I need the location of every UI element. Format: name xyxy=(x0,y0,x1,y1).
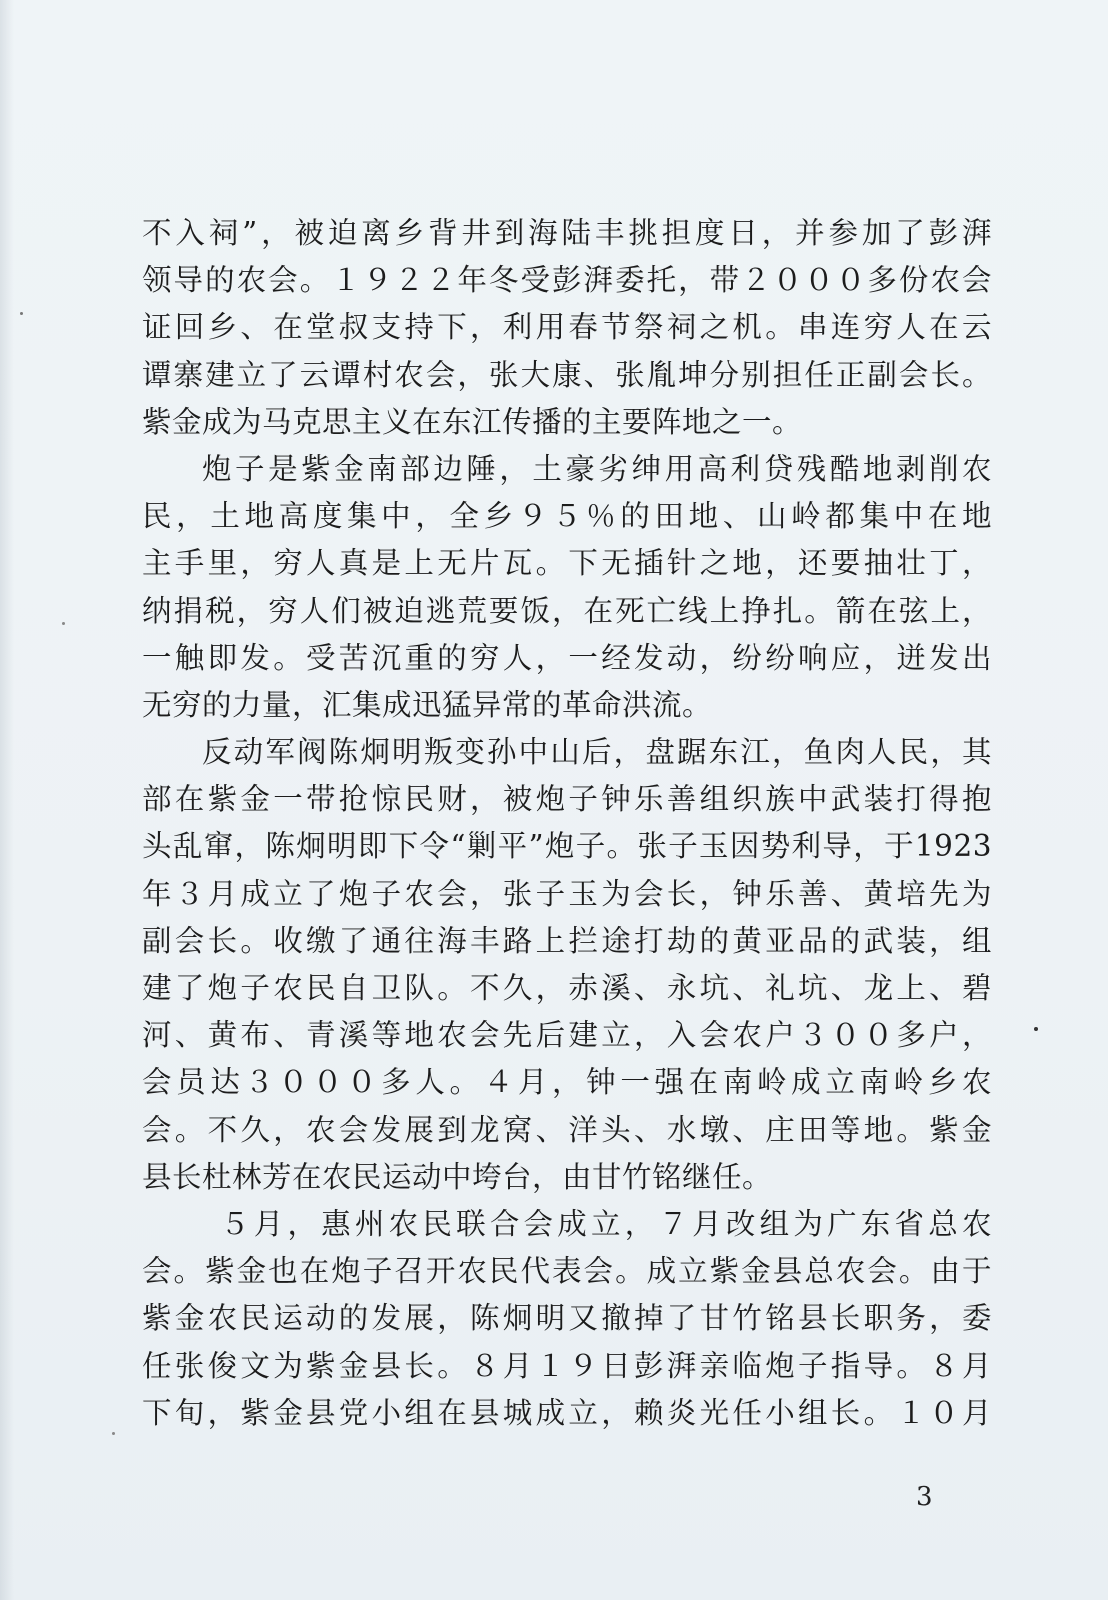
page-number: 3 xyxy=(916,1482,933,1512)
text-line: 谭寨建立了云谭村农会，张大康、张胤坤分别担任正副会长。 xyxy=(142,357,992,392)
page-edge-shadow xyxy=(0,0,14,1600)
text-line: 会。紫金也在炮子召开农民代表会。成立紫金县总农会。由于 xyxy=(142,1254,992,1289)
text-line: 主手里，穷人真是上无片瓦。下无插针之地，还要抽壮丁， xyxy=(142,546,992,581)
text-line: 会员达３０００多人。４月，钟一强在南岭成立南岭乡农 xyxy=(142,1065,992,1100)
scan-speck xyxy=(20,312,23,315)
text-line: 炮子是紫金南部边陲，土豪劣绅用高利贷残酷地剥削农 xyxy=(202,451,992,486)
text-line: ５月，惠州农民联合会成立，７月改组为广东省总农 xyxy=(220,1206,992,1241)
text-line: 无穷的力量，汇集成迅猛异常的革命洪流。 xyxy=(142,687,713,722)
text-line: 年３月成立了炮子农会，张子玉为会长，钟乐善、黄培先为 xyxy=(142,876,992,911)
text-line: 县长杜林芳在农民运动中垮台，由甘竹铭继任。 xyxy=(142,1159,773,1194)
text-line: 副会长。收缴了通往海丰路上拦途打劫的黄亚品的武装，组 xyxy=(142,923,992,958)
text-line: 领导的农会。１９２２年冬受彭湃委托，带２０００多份农会 xyxy=(142,263,992,298)
text-line: 建了炮子农民自卫队。不久，赤溪、永坑、礼坑、龙上、碧 xyxy=(142,971,992,1005)
text-line: 部在紫金一带抢惊民财，被炮子钟乐善组织族中武装打得抱 xyxy=(142,782,992,817)
text-line: 下旬，紫金县党小组在县城成立，赖炎光任小组长。１０月 xyxy=(142,1395,992,1430)
scan-speck xyxy=(1034,1027,1038,1031)
text-line: 不入祠”，被迫离乡背井到海陆丰挑担度日，并参加了彭湃 xyxy=(142,216,992,250)
text-line: 紫金农民运动的发展，陈炯明又撤掉了甘竹铭县长职务，委 xyxy=(142,1301,992,1336)
body-text xyxy=(142,210,992,1437)
scan-speck xyxy=(62,622,65,625)
text-line: 纳捐税，穷人们被迫逃荒要饭，在死亡线上挣扎。箭在弦上， xyxy=(142,593,992,628)
text-line: 会。不久，农会发展到龙窝、洋头、水墩、庄田等地。紫金 xyxy=(142,1112,992,1147)
text-line: 证回乡、在堂叔支持下，利用春节祭祠之机。串连穷人在云 xyxy=(142,310,992,345)
text-line: 紫金成为马克思主义在东江传播的主要阵地之一。 xyxy=(142,404,803,439)
text-line: 河、黄布、青溪等地农会先后建立，入会农户３００多户， xyxy=(142,1018,992,1053)
scan-speck xyxy=(112,1432,115,1435)
text-line: 民，土地高度集中，全乡９５％的田地、山岭都集中在地 xyxy=(142,499,992,534)
text-line: 任张俊文为紫金县长。８月１９日彭湃亲临炮子指导。８月 xyxy=(142,1348,992,1383)
text-line: 一触即发。受苦沉重的穷人，一经发动，纷纷响应，迸发出 xyxy=(142,640,992,675)
text-line: 头乱窜，陈炯明即下令“剿平”炮子。张子玉因势利导，于1923 xyxy=(142,829,992,864)
text-line: 反动军阀陈炯明叛变孙中山后，盘踞东江，鱼肉人民，其 xyxy=(202,735,992,770)
